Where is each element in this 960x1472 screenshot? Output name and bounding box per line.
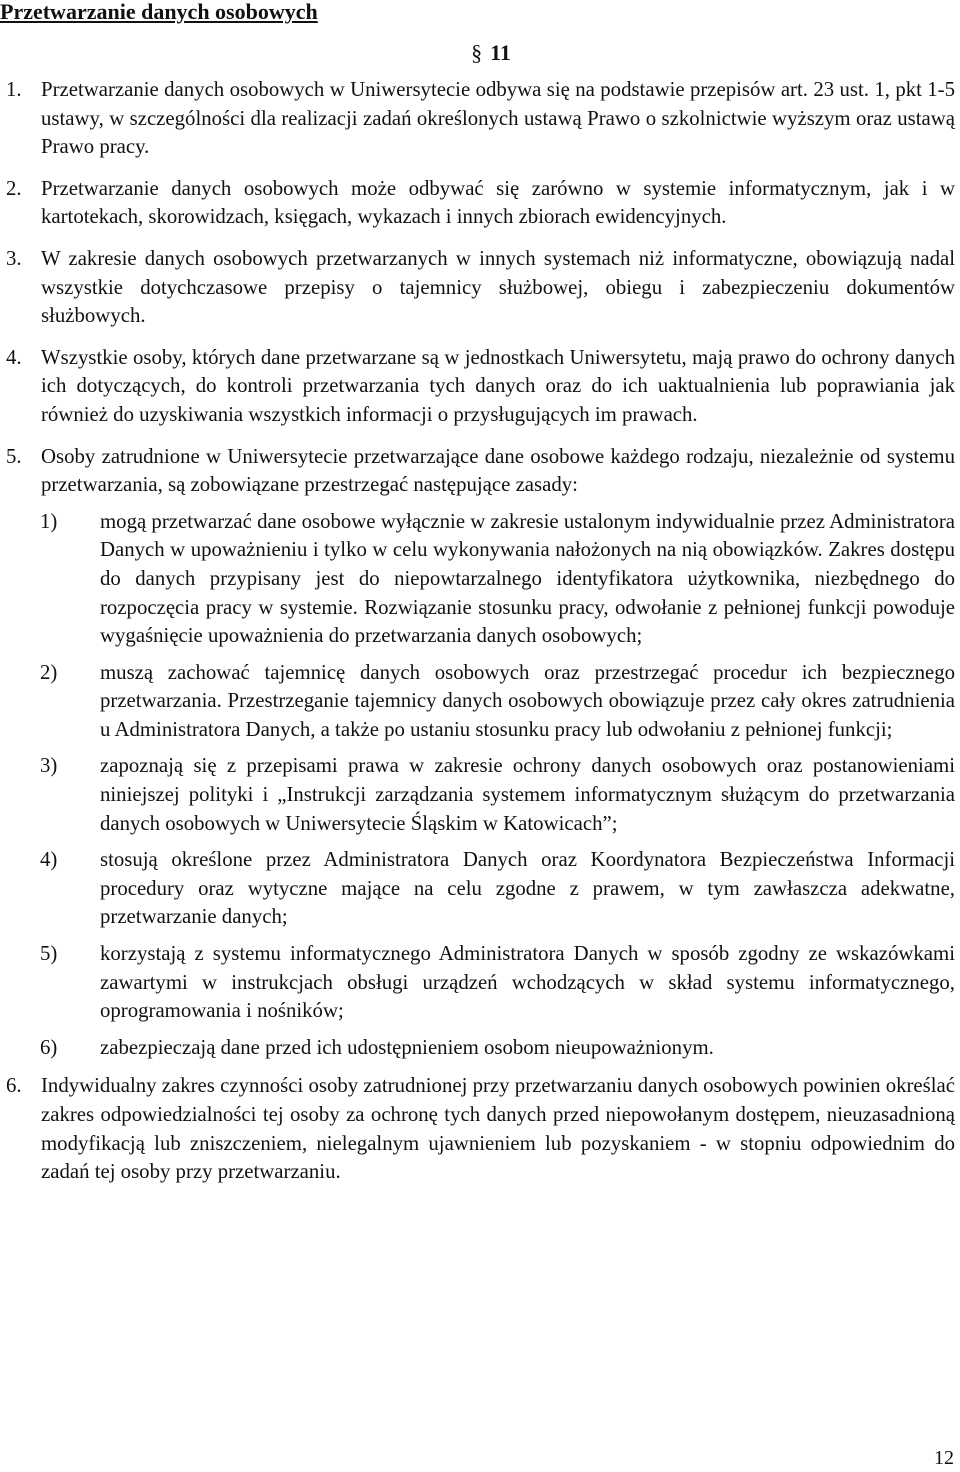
list-item-text: mogą przetwarzać dane osobowe wyłącznie w zakresie ustalonym indywidualnie przez Administratora Danych w upoważnieniu i tylko w celu wykonywania nałożonych na nią obowiązków. Zakres dostępu do danych przypisany jest do niepowtarzalnego identyfikatora użytkownika, niezbędnego do rozpoczęcia pracy w systemie. Rozwiązanie stosunku pracy, odwołanie z pełnionej funkcji powoduje wygaśnięcie upoważnienia do przetwarzania danych osobowych; [100, 509, 955, 648]
list-item-1 [0, 508, 955, 651]
paragraph-3 [0, 245, 955, 331]
paragraph-text: Przetwarzanie danych osobowych może odbywać się zarówno w systemie informatycznym, jak i w kartotekach, skorowidzach, księgach, wykazach i innych zbiorach ewidencyjnych. [41, 176, 955, 229]
list-item-number: 1) [40, 509, 58, 533]
paragraph-number: 1. [6, 78, 22, 101]
paragraph-number: 2. [6, 176, 22, 200]
rules-list [0, 508, 955, 1063]
list-item-text: korzystają z systemu informatycznego Administratora Danych w sposób zgodny ze wskazówkami zawartymi w instrukcjach obsługi urządzeń wchodzących w skład systemu informatycznego, oprogramowania i nośników; [100, 942, 955, 1023]
list-item-6 [0, 1034, 955, 1063]
list-item-number: 4) [40, 848, 58, 872]
list-item-number: 5) [40, 942, 58, 966]
paragraph-1 [0, 76, 955, 162]
list-item-2 [0, 659, 955, 745]
paragraph-number: 3. [6, 246, 22, 270]
list-item-number: 2) [40, 660, 58, 684]
list-item-number: 3) [40, 754, 58, 778]
paragraph-text: W zakresie danych osobowych przetwarzanych w innych systemach niż informatyczne, obowiązują nadal wszystkie dotychczasowe przepisy o tajemnicy służbowej, obiegu i zabezpieczeniu dokumentów służbowych. [41, 246, 955, 328]
paragraph-text: Wszystkie osoby, których dane przetwarzane są w jednostkach Uniwersytetu, mają prawo do ochrony danych ich dotyczących, do kontroli przetwarzania tych danych oraz do ich uaktualnienia lub poprawiania jak również do uzyskiwania wszystkich informacji o przysługujących im prawach. [41, 345, 955, 426]
paragraph-number: 6. [6, 1074, 22, 1098]
page-number: 12 [934, 1447, 954, 1469]
paragraph-5 [0, 443, 955, 500]
document-body [0, 76, 955, 1200]
list-item-text: zabezpieczają dane przed ich udostępnieniem osobom nieupoważnionym. [100, 1035, 714, 1059]
list-item-number: 6) [40, 1035, 58, 1059]
paragraph-text: Osoby zatrudnione w Uniwersytecie przetwarzające dane osobowe każdego rodzaju, niezależnie od systemu przetwarzania, są zobowiązane przestrzegać następujące zasady: [41, 444, 955, 497]
paragraph-4 [0, 344, 955, 430]
section-sign: § [471, 40, 483, 65]
list-item-text: zapoznają się z przepisami prawa w zakresie ochrony danych osobowych oraz postanowieniami niniejszej polityki i „Instrukcji zarządzania systemem informatycznym służącym do przetwarzania danych osobowych w Uniwersytecie Śląskim w Katowicach”; [100, 754, 955, 835]
paragraph-number: 4. [6, 345, 22, 369]
list-item-text: muszą zachować tajemnicę danych osobowych oraz przestrzegać procedur ich bezpiecznego przetwarzania. Przestrzeganie tajemnicy danych osobowych obowiązuje przez cały okres zatrudnienia u Administratora Danych, a także po ustaniu stosunku pracy lub odwołaniu z pełnionej funkcji; [100, 660, 955, 741]
section-title [0, 38, 960, 68]
paragraph-6 [0, 1072, 955, 1186]
paragraph-text: Indywidualny zakres czynności osoby zatrudnionej przy przetwarzaniu danych osobowych powinien określać zakres odpowiedzialności tej osoby za ochronę tych danych przed niepowołanym dostępem, nieuzasadnioną modyfikacją lub zniszczeniem, nielegalnym ujawnieniem lub pozyskaniem - w stopniu odpowiednim do zadań tej osoby przy przetwarzaniu. [41, 1074, 955, 1184]
section-number: 11 [490, 40, 511, 65]
paragraph-text: Przetwarzanie danych osobowych w Uniwersytecie odbywa się na podstawie przepisów art. 23 ust. 1, pkt 1-5 ustawy, w szczególności dla realizacji zadań określonych ustawą Prawo o szkolnictwie wyższym oraz ustawą Prawo pracy. [41, 78, 955, 159]
list-item-4 [0, 846, 955, 932]
list-item-text: stosują określone przez Administratora Danych oraz Koordynatora Bezpieczeństwa Informacji procedury oraz wytyczne mające na celu zgodne z prawem, w tym zawłaszcza adekwatne, przetwarzanie danych; [100, 848, 955, 929]
paragraph-2 [0, 175, 955, 232]
document-heading: Przetwarzanie danych osobowych [0, 0, 318, 24]
paragraph-number: 5. [6, 444, 22, 468]
list-item-3 [0, 752, 955, 838]
list-item-5 [0, 940, 955, 1026]
